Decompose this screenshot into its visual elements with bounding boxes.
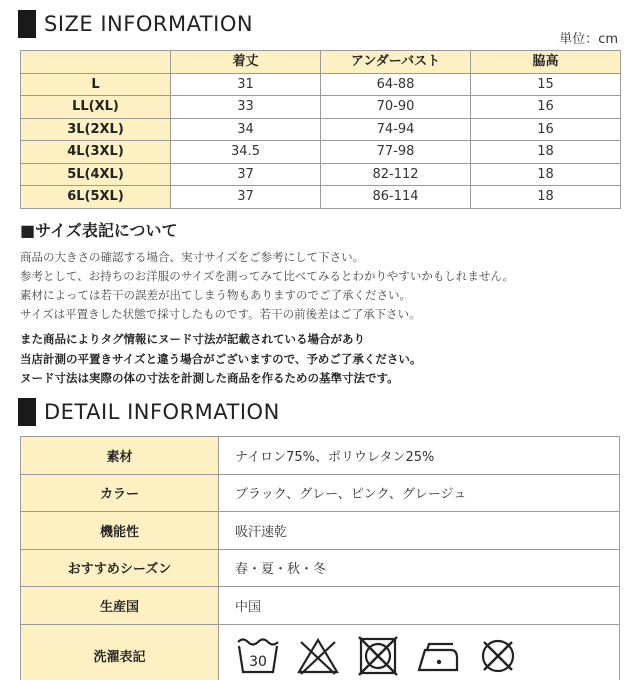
wash-symbols [235,625,619,680]
detail-section-header [18,398,280,426]
size-header-side-height: 脇高 [471,51,621,74]
low-iron-icon [415,636,461,676]
nude-size-notes [20,330,421,389]
detail-label-material: 素材 [21,437,219,475]
table-row [21,474,620,512]
table-row [21,624,620,680]
table-row [21,163,621,186]
size-header-length: 着丈 [171,51,321,74]
note-line: 商品の大きさの確認する場合、実寸サイズをご参考にして下さい。 [20,250,365,264]
underbust-value: 82-112 [321,163,471,186]
note-line: サイズは平置きした状態で採寸したものです。若干の前後差はご了承下さい。 [20,307,421,321]
length-value: 34.5 [171,141,321,164]
table-row [21,141,621,164]
underbust-value: 70-90 [321,96,471,119]
length-value: 33 [171,96,321,119]
section-bar [18,398,36,426]
size-table [20,50,621,209]
size-header-underbust: アンダーバスト [321,51,471,74]
detail-value-material: ナイロン75%、ポリウレタン25% [219,437,620,475]
size-label: L [21,73,171,96]
size-section-header [18,10,253,38]
table-row [21,587,620,625]
detail-label-origin: 生産国 [21,587,219,625]
size-section-title: SIZE INFORMATION [44,12,254,36]
underbust-value: 77-98 [321,141,471,164]
no-bleach-icon [295,636,341,676]
no-tumble-dry-icon [355,636,401,676]
bold-note-line: 当店計測の平置きサイズと違う場合がございますので、予めご了承ください。 [20,351,422,366]
size-label: LL(XL) [21,96,171,119]
unit-label: 単位：cm [559,32,618,47]
table-row [21,549,620,587]
table-row [21,512,620,550]
length-value: 37 [171,186,321,209]
detail-label-season: おすすめシーズン [21,549,219,587]
table-row [21,118,621,141]
side-height-value: 16 [471,118,621,141]
table-row [21,186,621,209]
side-height-value: 16 [471,96,621,119]
size-label: 4L(3XL) [21,141,171,164]
table-row [21,96,621,119]
table-row [21,437,620,475]
size-notes [20,248,514,324]
side-height-value: 15 [471,73,621,96]
size-header-blank [21,51,171,74]
underbust-value: 86-114 [321,186,471,209]
section-bar [18,10,36,38]
detail-table [20,436,620,680]
detail-value-function: 吸汗速乾 [219,512,620,550]
detail-label-function: 機能性 [21,512,219,550]
size-label: 5L(4XL) [21,163,171,186]
side-height-value: 18 [471,186,621,209]
no-dry-clean-icon [475,636,521,676]
bold-note-line: また商品によりタグ情報にヌード寸法が記載されている場合があり [20,332,365,346]
underbust-value: 74-94 [321,118,471,141]
detail-value-color: ブラック、グレー、ピンク、グレージュ [219,474,620,512]
detail-value-season: 春・夏・秋・冬 [219,549,620,587]
side-height-value: 18 [471,163,621,186]
table-row [21,73,621,96]
detail-label-wash: 洗濯表記 [21,624,219,680]
size-label: 3L(2XL) [21,118,171,141]
wash-symbols-cell [219,624,620,680]
detail-section-title: DETAIL INFORMATION [44,400,280,424]
size-table-header [21,51,621,74]
about-size-title: ■サイズ表記について [20,221,178,240]
underbust-value: 64-88 [321,73,471,96]
length-value: 34 [171,118,321,141]
size-label: 6L(5XL) [21,186,171,209]
length-value: 37 [171,163,321,186]
side-height-value: 18 [471,141,621,164]
note-line: 参考として、お持ちのお洋服のサイズを測ってみて比べてみるとわかりやすいかもしれません。 [20,269,515,283]
wash-temp-label: 30 [249,653,267,670]
bold-note-line: ヌード寸法は実際の体の寸法を計測した商品を作るための基準寸法です。 [20,371,399,385]
note-line: 素材によっては若干の誤差が出てしまう物もありますのでご了承ください。 [20,288,411,302]
length-value: 31 [171,73,321,96]
detail-label-color: カラー [21,474,219,512]
wash-30-icon [235,636,281,676]
detail-value-origin: 中国 [219,587,620,625]
